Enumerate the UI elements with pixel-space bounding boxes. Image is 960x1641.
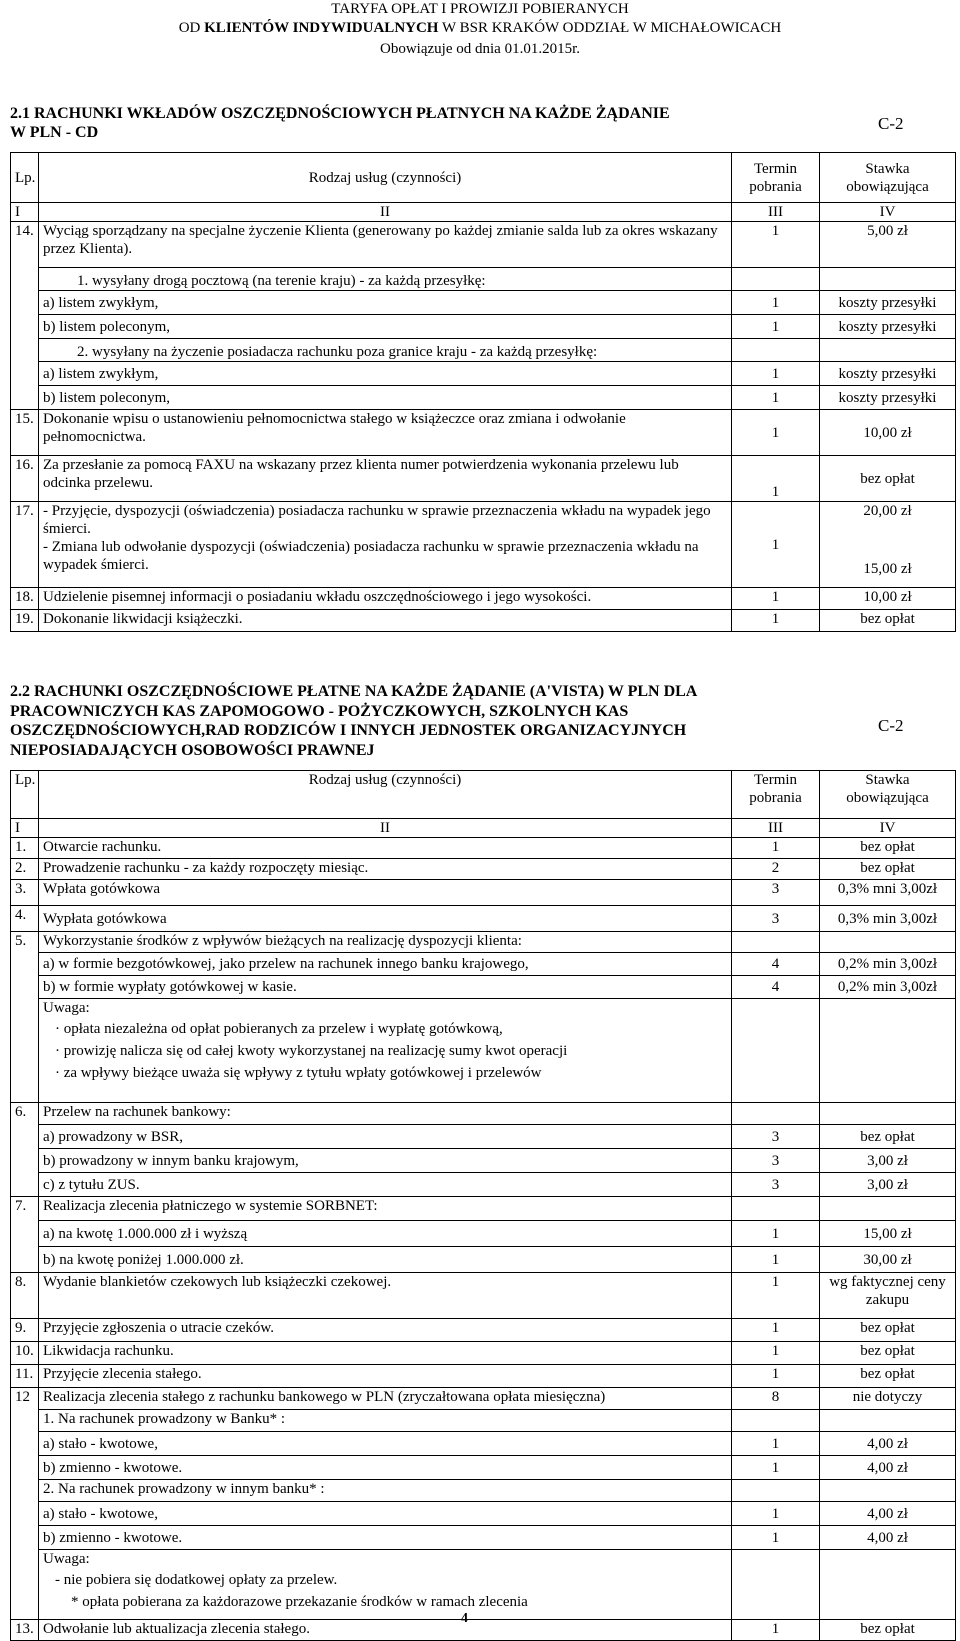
row-termin: 3 [732,1149,820,1173]
row-termin: 3 [732,880,820,906]
roman-3: III [732,203,820,222]
row-termin: 1 [732,1526,820,1550]
row-stawka [820,268,956,291]
table-row [11,222,956,268]
table-row [11,1502,956,1526]
row-text: Odwołanie lub aktualizacja zlecenia stałego. [39,1620,732,1641]
row-stawka: koszty przesyłki [820,315,956,339]
table-row [11,362,956,386]
row-text: Wpłata gotówkowa [39,880,732,906]
row-lp: 2. [11,859,39,880]
row-text: Wyciąg sporządzany na specjalne życzenie Klienta (generowany po każdej zmianie salda lub za okres wskazany przez Klienta). [39,222,732,268]
table-row [11,1125,956,1149]
row-termin: 3 [732,906,820,932]
row-termin: 1 [732,502,820,588]
roman-3: III [732,819,820,838]
row-lp [11,362,39,386]
row-stawka [820,1550,956,1620]
row-termin [732,268,820,291]
table-row [11,502,956,588]
row-text: b) listem poleconym, [39,315,732,339]
row-text-part2: - Zmiana lub odwołanie dyspozycji (oświadczenia) posiadacza rachunku w sprawie przeznaczenia wkładu na wypadek śmierci. [43,539,699,573]
table-row [11,880,956,906]
row-text: 1. wysyłany drogą pocztową (na terenie kraju) - za każdą przesyłkę: [39,268,732,291]
row-lp: 10. [11,1342,39,1365]
table-row [11,291,956,315]
row-termin: 4 [732,976,820,999]
row-termin: 1 [732,1319,820,1342]
row-termin [732,999,820,1103]
row-stawka: bez opłat [820,1342,956,1365]
subtitle-bold: KLIENTÓW INDYWIDUALNYCH [204,20,439,36]
row-lp [11,1410,39,1432]
row-text: Otwarcie rachunku. [39,838,732,859]
row-stawka: 3,00 zł [820,1149,956,1173]
row-text: c) z tytułu ZUS. [39,1173,732,1197]
row-stawka: 4,00 zł [820,1456,956,1480]
row-text: Przelew na rachunek bankowy: [39,1103,732,1125]
row-text: b) zmienno - kwotowe. [39,1526,732,1550]
col-lp: Lp. [11,771,39,819]
row-text: a) na kwotę 1.000.000 zł i wyższą [39,1221,732,1247]
row-stawka: 3,00 zł [820,1173,956,1197]
row-stawka [820,502,956,588]
row-stawka: 0,2% min 3,00zł [820,953,956,976]
row-text: 1. Na rachunek prowadzony w Banku* : [39,1410,732,1432]
row-lp [11,1526,39,1550]
table-row [11,410,956,456]
row-text: a) listem zwykłym, [39,362,732,386]
table-row [11,1103,956,1125]
row-text: a) stało - kwotowe, [39,1432,732,1456]
table-row [11,953,956,976]
table-row [11,588,956,610]
row-text: 2. Na rachunek prowadzony w innym banku* : [39,1480,732,1502]
row-lp [11,1432,39,1456]
row-stawka: bez opłat [820,838,956,859]
row-text: Dokonanie wpisu o ustanowieniu pełnomocnictwa stałego w książeczce oraz zmiana i odwołanie pełnomocnictwa. [39,410,732,456]
row-text: Realizacja zlecenia stałego z rachunku bankowego w PLN (zryczałtowana opłata miesięczna) [39,1388,732,1410]
col-usluga: Rodzaj usług (czynności) [39,153,732,203]
row-lp [11,1502,39,1526]
table-row [11,456,956,502]
table-row [11,1173,956,1197]
table-row [11,1456,956,1480]
col-lp: Lp. [11,153,39,203]
row-stawka-2: 15,00 zł [863,561,912,577]
row-lp: 8. [11,1273,39,1319]
row-termin: 1 [732,588,820,610]
row-termin: 1 [732,610,820,632]
row-stawka: 4,00 zł [820,1502,956,1526]
table-row [11,1197,956,1221]
tariff-title: TARYFA OPŁAT I PROWIZJI POBIERANYCH [331,1,629,17]
table-row [11,1221,956,1247]
row-stawka: bez opłat [820,1319,956,1342]
row-lp: 9. [11,1319,39,1342]
row-stawka: nie dotyczy [820,1388,956,1410]
row-stawka: koszty przesyłki [820,362,956,386]
row-stawka: bez opłat [820,1620,956,1641]
section2-table [10,770,956,1641]
row-text: Przyjęcie zgłoszenia o utracie czeków. [39,1319,732,1342]
roman-row [11,203,956,222]
row-termin: 1 [732,1432,820,1456]
row-text: Wydanie blankietów czekowych lub książeczki czekowej. [39,1273,732,1319]
row-stawka: 30,00 zł [820,1247,956,1273]
section1-table [10,152,956,632]
row-stawka: bez opłat [820,1365,956,1388]
row-stawka [820,999,956,1103]
row-termin [732,1103,820,1125]
row-lp [11,999,39,1103]
row-text [39,999,732,1103]
roman-2: II [39,203,732,222]
col-stawka: Stawka obowiązująca [820,771,956,819]
note-item: · za wpływy bieżące uważa się wpływy z tytułu wpłaty gotówkowej i przelewów [55,1065,542,1081]
row-text: a) prowadzony w BSR, [39,1125,732,1149]
row-stawka [820,339,956,362]
row-stawka: 0,2% min 3,00zł [820,976,956,999]
note-label: Uwaga: [43,1000,90,1016]
row-termin: 1 [732,291,820,315]
row-stawka [820,1197,956,1221]
row-lp [11,1456,39,1480]
row-lp: 6. [11,1103,39,1125]
row-lp [11,268,39,291]
row-text: Wykorzystanie środków z wpływów bieżących na realizację dyspozycji klienta: [39,932,732,953]
row-lp: 7. [11,1197,39,1221]
row-lp [11,315,39,339]
table-row [11,339,956,362]
table-row [11,1342,956,1365]
row-text: Przyjęcie zlecenia stałego. [39,1365,732,1388]
row-lp [11,1149,39,1173]
row-stawka: bez opłat [820,610,956,632]
row-lp [11,339,39,362]
table-row [11,386,956,410]
row-lp [11,291,39,315]
row-text: 2. wysyłany na życzenie posiadacza rachunku poza granice kraju - za każdą przesyłkę: [39,339,732,362]
row-text: a) w formie bezgotówkowej, jako przelew na rachunek innego banku krajowego, [39,953,732,976]
table-row [11,1410,956,1432]
table-row [11,976,956,999]
col-usluga: Rodzaj usług (czynności) [39,771,732,819]
table-row [11,610,956,632]
row-text [39,1550,732,1620]
table-row [11,859,956,880]
row-stawka [820,1480,956,1502]
row-text [39,502,732,588]
col-termin: Termin pobrania [732,153,820,203]
section2-title: 2.2 RACHUNKI OSZCZĘDNOŚCIOWE PŁATNE NA KAŻDE ŻĄDANIE (A'VISTA) W PLN DLA PRACOWNICZYCH KAS ZAPOMOGOWO - POŻYCZKOWYCH, SZKOLNYCH KAS OSZCZĘDNOŚCIOWYCH,RAD RODZICÓW I INNYCH JEDNOSTEK ORGANIZACYJNYCH NIEPOSIADAJĄCYCH OSOBOWOŚCI PRAWNEJ [10,683,697,759]
note-item: · prowizję nalicza się od całej kwoty wykorzystanej na realizację sumy kwot operacji [55,1043,568,1059]
row-termin: 1 [732,1620,820,1641]
table-row [11,1620,956,1641]
row-termin: 1 [732,315,820,339]
roman-2: II [39,819,732,838]
roman-1: I [11,819,39,838]
row-stawka: 4,00 zł [820,1432,956,1456]
row-termin [732,1410,820,1432]
row-termin [732,339,820,362]
row-termin: 1 [732,1456,820,1480]
row-lp: 1. [11,838,39,859]
note-item: - nie pobiera się dodatkowej opłaty za przelew. [55,1572,338,1588]
row-lp: 17. [11,502,39,588]
row-termin: 1 [732,362,820,386]
row-termin: 1 [732,410,820,456]
col-termin: Termin pobrania [732,771,820,819]
row-termin: 1 [732,222,820,268]
row-lp [11,976,39,999]
row-lp [11,1173,39,1197]
roman-4: IV [820,203,956,222]
table-row [11,932,956,953]
table-row [11,838,956,859]
table-header-row [11,153,956,203]
row-lp [11,1550,39,1620]
row-termin: 1 [732,1273,820,1319]
row-termin: 1 [732,1342,820,1365]
roman-row [11,819,956,838]
row-stawka: koszty przesyłki [820,386,956,410]
row-termin: 1 [732,838,820,859]
row-text: Likwidacja rachunku. [39,1342,732,1365]
row-lp: 11. [11,1365,39,1388]
row-termin: 3 [732,1125,820,1149]
row-termin: 4 [732,953,820,976]
row-termin: 1 [732,1221,820,1247]
table-row [11,906,956,932]
row-stawka: 0,3% mni 3,00zł [820,880,956,906]
row-lp: 14. [11,222,39,268]
row-termin: 2 [732,859,820,880]
subtitle-suffix: W BSR KRAKÓW ODDZIAŁ W MICHAŁOWICACH [438,20,782,36]
note-item: · opłata niezależna od opłat pobieranych za przelew i wypłatę gotówkową, [55,1021,503,1037]
row-text: b) listem poleconym, [39,386,732,410]
table-row [11,1526,956,1550]
row-text: a) listem zwykłym, [39,291,732,315]
row-text: a) stało - kwotowe, [39,1502,732,1526]
table-row [11,1480,956,1502]
tariff-subtitle [0,19,960,37]
row-lp: 19. [11,610,39,632]
row-stawka: bez opłat [820,456,956,502]
row-stawka [820,932,956,953]
row-termin [732,1550,820,1620]
row-text: Wypłata gotówkowa [39,906,732,932]
row-text: b) na kwotę poniżej 1.000.000 zł. [39,1247,732,1273]
row-text: Prowadzenie rachunku - za każdy rozpoczęty miesiąc. [39,859,732,880]
table-row [11,1550,956,1620]
row-lp [11,1247,39,1273]
row-termin: 1 [732,1247,820,1273]
subtitle-prefix: OD [178,20,205,36]
row-termin: 1 [732,386,820,410]
table-row [11,1432,956,1456]
row-lp: 18. [11,588,39,610]
section2-code: C-2 [878,716,904,735]
row-stawka-1: 20,00 zł [863,503,912,519]
row-termin [732,1480,820,1502]
row-stawka: 15,00 zł [820,1221,956,1247]
row-termin: 8 [732,1388,820,1410]
section1-code: C-2 [878,114,904,133]
table-row [11,315,956,339]
row-text-part1: - Przyjęcie, dyspozycji (oświadczenia) posiadacza rachunku w sprawie przeznaczenia wkładu na wypadek jego śmierci. [43,503,711,537]
col-stawka: Stawka obowiązująca [820,153,956,203]
table-row [11,1273,956,1319]
effective-date: Obowiązuje od dnia 01.01.2015r. [380,41,580,57]
row-text: Realizacja zlecenia płatniczego w systemie SORBNET: [39,1197,732,1221]
page-number: 4 [461,1611,468,1626]
row-stawka: 4,00 zł [820,1526,956,1550]
table-row [11,268,956,291]
row-stawka: 5,00 zł [820,222,956,268]
row-lp: 5. [11,932,39,953]
row-lp [11,1221,39,1247]
row-lp: 13. [11,1620,39,1641]
row-text: b) prowadzony w innym banku krajowym, [39,1149,732,1173]
table-header-row [11,771,956,819]
row-termin: 1 [732,1365,820,1388]
row-lp: 16. [11,456,39,502]
row-lp [11,386,39,410]
row-text: b) zmienno - kwotowe. [39,1456,732,1480]
row-stawka: 10,00 zł [820,410,956,456]
row-text: b) w formie wypłaty gotówkowej w kasie. [39,976,732,999]
roman-4: IV [820,819,956,838]
note-label: Uwaga: [43,1551,90,1567]
row-lp: 4. [11,906,39,932]
row-stawka [820,1410,956,1432]
row-stawka: bez opłat [820,859,956,880]
row-stawka: 10,00 zł [820,588,956,610]
row-text: Dokonanie likwidacji książeczki. [39,610,732,632]
row-termin: 1 [732,456,820,502]
row-lp: 3. [11,880,39,906]
table-row [11,1365,956,1388]
roman-1: I [11,203,39,222]
table-row [11,1319,956,1342]
row-termin: 1 [732,1502,820,1526]
row-text: Za przesłanie za pomocą FAXU na wskazany przez klienta numer potwierdzenia wykonania przelewu lub odcinka przelewu. [39,456,732,502]
note-item: * opłata pobierana za każdorazowe przekazanie środków w ramach zlecenia [71,1594,528,1610]
row-termin [732,1197,820,1221]
row-text: Udzielenie pisemnej informacji o posiadaniu wkładu oszczędnościowego i jego wysokości. [39,588,732,610]
row-stawka: bez opłat [820,1125,956,1149]
row-lp [11,953,39,976]
row-stawka [820,1103,956,1125]
row-lp [11,1480,39,1502]
table-row [11,1388,956,1410]
row-lp: 12 [11,1388,39,1410]
table-row [11,999,956,1103]
table-row [11,1247,956,1273]
row-stawka: wg faktycznej ceny zakupu [820,1273,956,1319]
row-termin: 3 [732,1173,820,1197]
row-termin [732,932,820,953]
row-lp: 15. [11,410,39,456]
row-stawka: koszty przesyłki [820,291,956,315]
table-row [11,1149,956,1173]
section1-title: 2.1 RACHUNKI WKŁADÓW OSZCZĘDNOŚCIOWYCH PŁATNYCH NA KAŻDE ŻĄDANIE W PLN - CD [10,105,670,142]
row-stawka: 0,3% min 3,00zł [820,906,956,932]
row-lp [11,1125,39,1149]
